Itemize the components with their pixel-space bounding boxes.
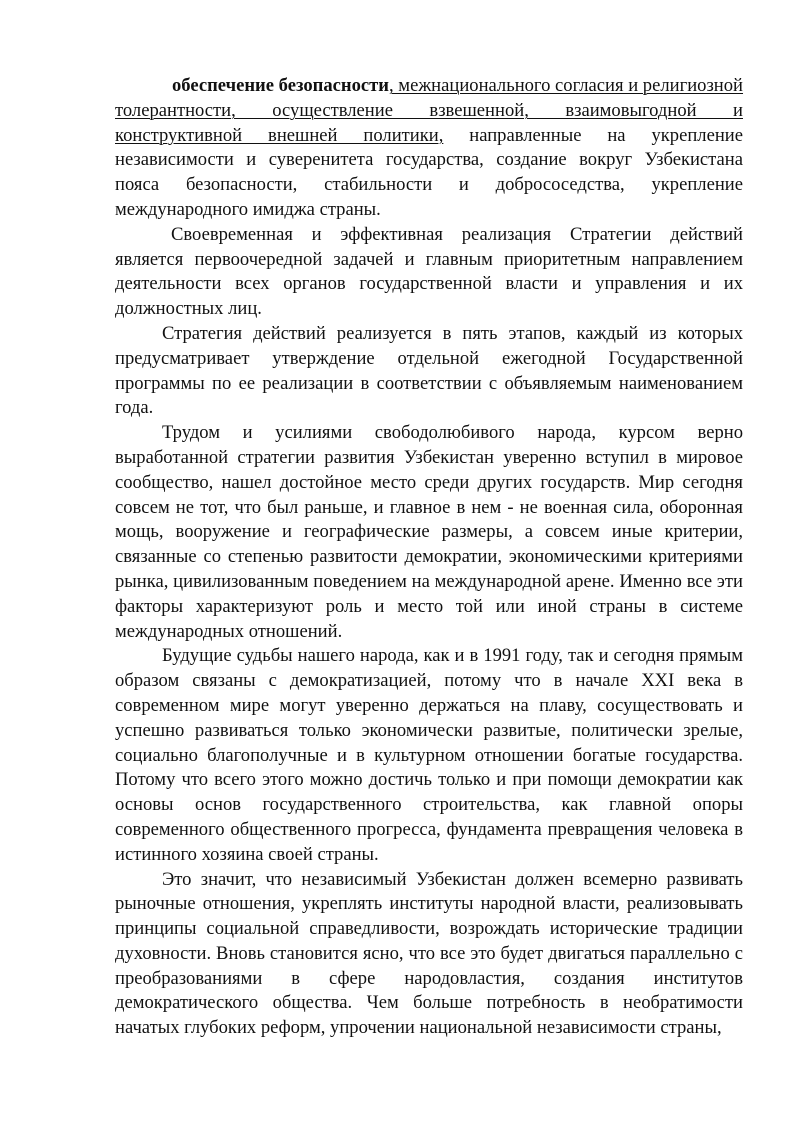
paragraph-1 xyxy=(115,74,743,223)
underlined-phrase: , межнационального согласия и религиозной толерантности, осуществление взвешенной, взаимовыгодной и конструктивной внешней политики, xyxy=(115,75,744,146)
paragraph-6: Это значит, что независимый Узбекистан должен всемерно развивать рыночные отношения, укреплять институты народной власти, реализовывать принципы социальной справедливости, возрождать исторические традиции духовности. Вновь становится ясно, что все это будет двигаться параллельно с преобразованиями в сфере народовластия, создания институтов демократического общества. Чем больше потребность в необратимости начатых глубоких реформ, упрочении национальной независимости страны, xyxy=(115,868,743,1039)
paragraph-2: Своевременная и эффективная реализация Стратегии действий является первоочередной задачей и главным приоритетным направлением деятельности всех органов государственной власти и управления и их должностных лиц. xyxy=(115,223,743,320)
paragraph-4: Трудом и усилиями свободолюбивого народа, курсом верно выработанной стратегии развития Узбекистан уверенно вступил в мировое сообщество, нашел достойное место среди других государств. Мир сегодня совсем не тот, что был раньше, и главное в нем - не военная сила, оборонная мощь, вооружение и географические размеры, а совсем иные критерии, связанные со степенью развитости демократии, экономическими критериями рынка, цивилизованным поведением на международной арене. Именно все эти факторы характеризуют роль и место той или иной страны в системе международных отношений. xyxy=(115,422,743,642)
document-page xyxy=(115,74,743,1041)
paragraph-5: Будущие судьбы нашего народа, как и в 1991 году, так и сегодня прямым образом связаны с демократизацией, потому что в начале XXI века в современном мире могут уверенно держаться на плаву, сосуществовать и успешно развиваться только экономически развитые, политически зрелые, социально благополучные и в культурном отношении богатые государства. Потому что всего этого можно достичь только и при помощи демократии как основы основ государственного строительства, как главной опоры современного общественного прогресса, фундамента превращения человека в истинного хозяина своей страны. xyxy=(115,645,743,865)
paragraph-1-rest: направленные на укрепление независимости и суверенитета государства, создание вокруг Узбекистана пояса безопасности, стабильности и добрососедства, укрепление международного имиджа страны. xyxy=(115,124,743,220)
bold-phrase: обеспечение безопасности xyxy=(172,75,389,96)
paragraph-3: Стратегия действий реализуется в пять этапов, каждый из которых предусматривает утверждение отдельной ежегодной Государственной программы по ее реализации в соответствии с объявляемым наименованием года. xyxy=(115,322,743,419)
